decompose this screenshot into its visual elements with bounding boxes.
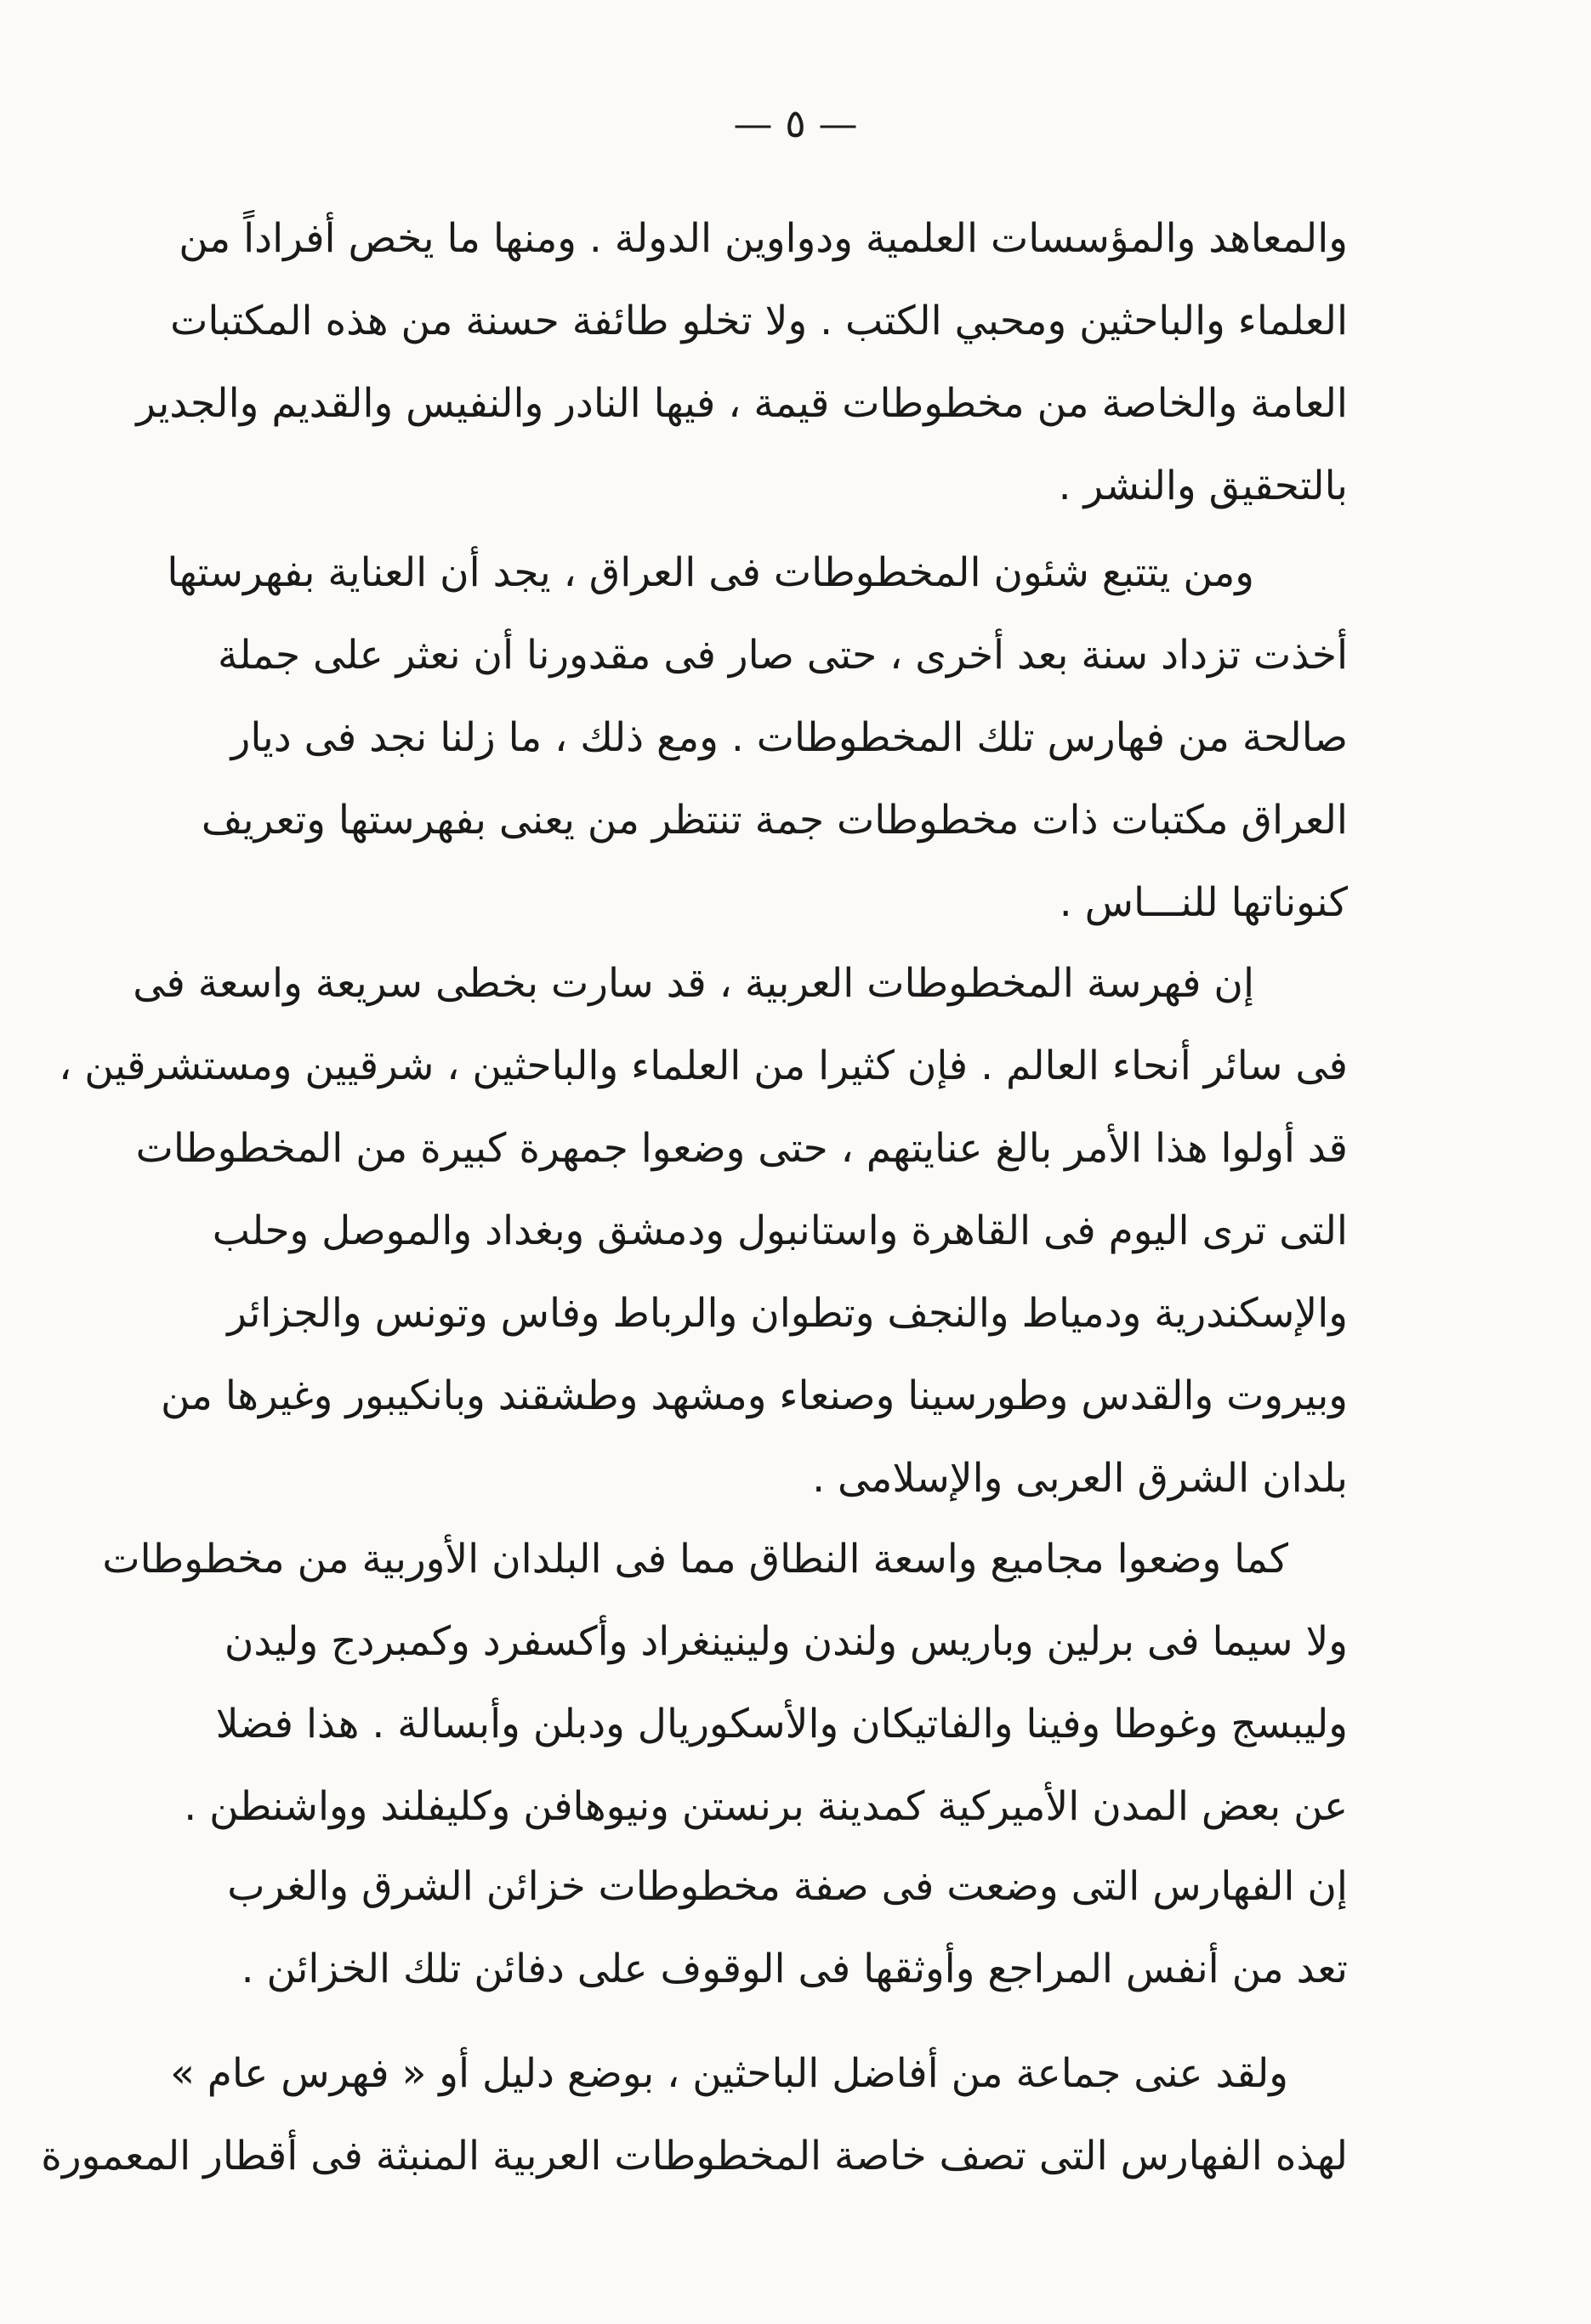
text-line: التى ترى اليوم فى القاهرة واستانبول ودمشق وبغداد والموصل وحلب	[212, 1207, 1348, 1254]
page-number: — ٥ —	[733, 100, 858, 146]
text-line: وليبسج وغوطا وفينا والفاتيكان والأسكوريال ودبلن وأبسالة . هذا فضلا	[215, 1701, 1348, 1747]
text-line: بالتحقيق والنشر .	[1058, 463, 1348, 509]
text-line: ومن يتتبع شئون المخطوطات فى العراق ، يجد أن العناية بفهرستها	[167, 549, 1254, 596]
text-line: كنوناتها للنـــاس .	[1059, 879, 1348, 926]
text-line: قد أولوا هذا الأمر بالغ عنايتهم ، حتى وضعوا جمهرة كبيرة من المخطوطات	[135, 1125, 1348, 1172]
text-line: والإسكندرية ودمياط والنجف وتطوان والرباط وفاس وتونس والجزائر	[227, 1290, 1348, 1337]
paragraph-1	[136, 197, 1348, 527]
text-line: ولا سيما فى برلين وباريس ولندن ولينينغراد وأكسفرد وكمبردج وليدن	[224, 1618, 1348, 1665]
text-line: فى سائر أنحاء العالم . فإن كثيرا من العلماء والباحثين ، شرقيين ومستشرقين ،	[59, 1043, 1348, 1089]
text-line: أخذت تزداد سنة بعد أخرى ، حتى صار فى مقدورنا أن نعثر على جملة	[218, 632, 1348, 679]
text-line: كما وضعوا مجاميع واسعة النطاق مما فى البلدان الأوربية من مخطوطات	[102, 1536, 1288, 1582]
text-line: والمعاهد والمؤسسات العلمية ودواوين الدولة . ومنها ما يخص أفراداً من	[179, 215, 1348, 262]
paragraph-6	[41, 2032, 1348, 2197]
text-line: إن فهرسة المخطوطات العربية ، قد سارت بخطى سريعة واسعة فى	[133, 960, 1254, 1007]
text-line: ولقد عنى جماعة من أفاضل الباحثين ، بوضع دليل أو « فهرس عام »	[170, 2050, 1288, 2097]
text-line: العامة والخاصة من مخطوطات قيمة ، فيها النادر والنفيس والقديم والجدير	[136, 380, 1348, 427]
paragraph-4	[102, 1518, 1348, 1848]
text-line: وبيروت والقدس وطورسينا وصنعاء ومشهد وطشقند وبانكيبور وغيرها من	[160, 1372, 1348, 1419]
text-line: العراق مكتبات ذات مخطوطات جمة تنتظر من يعنى بفهرستها وتعريف	[201, 797, 1348, 844]
text-line: صالحة من فهارس تلك المخطوطات . ومع ذلك ، ما زلنا نجد فى ديار	[230, 714, 1348, 761]
text-line: العلماء والباحثين ومحبي الكتب . ولا تخلو طائفة حسنة من هذه المكتبات	[170, 298, 1348, 344]
text-line: لهذه الفهارس التى تصف خاصة المخطوطات العربية المنبثة فى أقطار المعمورة	[41, 2133, 1348, 2179]
paragraph-2	[167, 531, 1348, 944]
paragraph-5	[227, 1845, 1348, 2010]
paragraph-3	[59, 942, 1348, 1520]
text-line: إن الفهارس التى وضعت فى صفة مخطوطات خزائن الشرق والغرب	[227, 1863, 1348, 1910]
text-line: تعد من أنفس المراجع وأوثقها فى الوقوف على دفائن تلك الخزائن .	[241, 1946, 1348, 1992]
text-line: عن بعض المدن الأميركية كمدينة برنستن ونيوهافن وكليفلند وواشنطن .	[184, 1783, 1348, 1830]
text-line: بلدان الشرق العربى والإسلامى .	[812, 1455, 1348, 1502]
